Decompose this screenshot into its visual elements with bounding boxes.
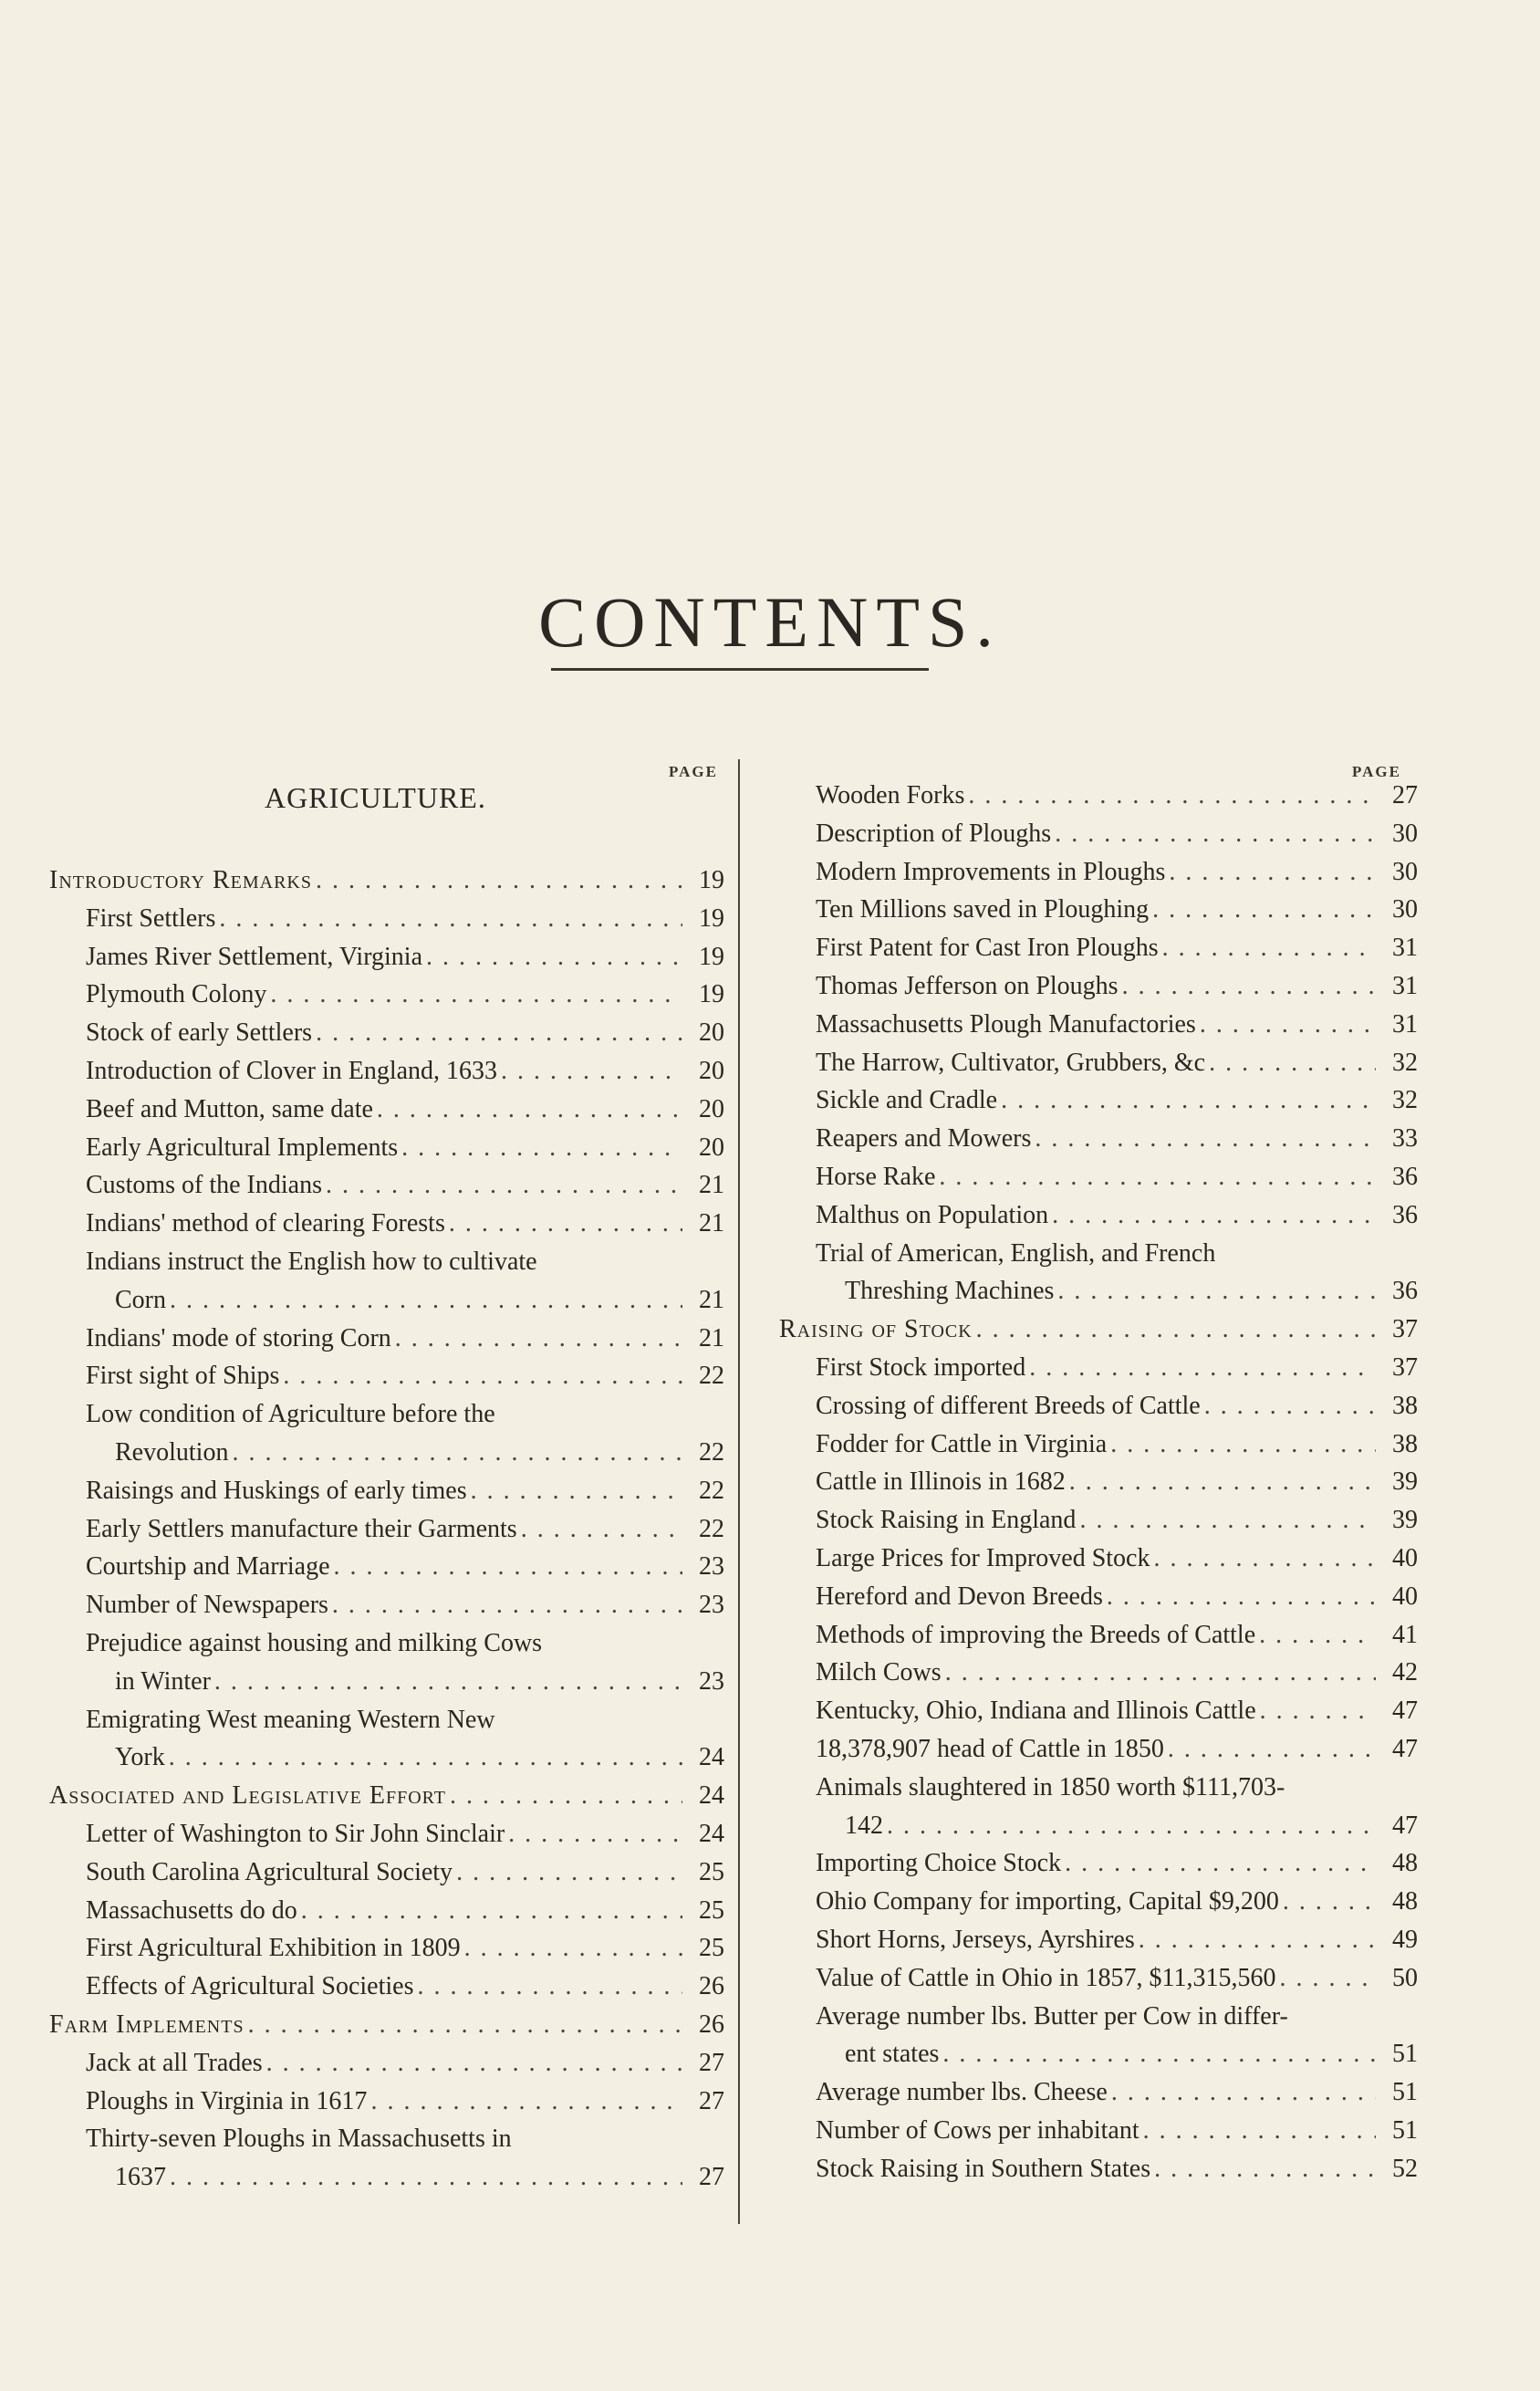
dot-leader	[1110, 1425, 1376, 1464]
toc-entry-title: Early Settlers manufacture their Garments	[86, 1514, 517, 1543]
toc-entry	[779, 1120, 1418, 1158]
toc-page-number: 27	[699, 2048, 724, 2077]
toc-entry-title: Ohio Company for importing, Capital $9,200	[816, 1887, 1279, 1916]
toc-entry	[779, 1998, 1418, 2036]
toc-page-number: 22	[699, 1362, 724, 1391]
toc-page-number: 40	[1392, 1543, 1418, 1572]
dot-leader	[1154, 1540, 1377, 1578]
dot-leader	[945, 1654, 1376, 1692]
dot-leader	[232, 1434, 682, 1472]
dot-leader	[1029, 1349, 1376, 1387]
dot-leader	[501, 1052, 682, 1091]
toc-page-number: 52	[1392, 2154, 1418, 2183]
dot-leader	[976, 1310, 1376, 1349]
dot-leader	[508, 1815, 682, 1853]
toc-page-number: 26	[699, 2010, 724, 2039]
contents-left-column	[49, 861, 724, 2197]
toc-entry-title: Indians' mode of storing Corn	[86, 1323, 391, 1352]
toc-entry-title: Low condition of Agriculture before the	[86, 1400, 495, 1429]
toc-entry	[779, 1006, 1418, 1044]
toc-entry-title: ent states	[845, 2040, 940, 2069]
toc-entry-title: Hereford and Devon Breeds	[816, 1582, 1103, 1611]
toc-page-number: 27	[1392, 781, 1418, 809]
dot-leader	[1283, 1883, 1376, 1921]
toc-page-number: 20	[699, 1094, 724, 1123]
toc-entry	[779, 929, 1418, 967]
dot-leader	[1154, 2150, 1376, 2188]
dot-leader	[1069, 1463, 1376, 1501]
toc-page-number: 19	[699, 980, 724, 1009]
toc-page-number: 48	[1392, 1849, 1418, 1878]
toc-entry-title: Effects of Agricultural Societies	[86, 1972, 414, 2001]
dot-leader	[1079, 1501, 1376, 1540]
toc-entry	[49, 976, 724, 1014]
toc-entry	[49, 2044, 724, 2083]
toc-page-number: 32	[1392, 1086, 1418, 1115]
toc-entry-title: Courtship and Marriage	[86, 1552, 330, 1582]
toc-page-number: 23	[699, 1591, 724, 1620]
toc-page-number: 37	[1392, 1352, 1418, 1382]
toc-entry-title: Thomas Jefferson on Ploughs	[816, 971, 1119, 1000]
toc-entry-title: Fodder for Cattle in Virginia	[816, 1429, 1108, 1458]
toc-entry-title: Stock Raising in England	[816, 1506, 1077, 1535]
toc-page-number: 48	[1392, 1887, 1418, 1916]
toc-page-number: 31	[1392, 934, 1418, 963]
toc-entry	[779, 1196, 1418, 1235]
toc-entry-title: James River Settlement, Virginia	[86, 942, 423, 971]
dot-leader	[1152, 891, 1376, 929]
right-page-column-label: PAGE	[1352, 763, 1401, 780]
toc-entry-title: Raising of Stock	[779, 1315, 973, 1344]
toc-page-number: 31	[1392, 1009, 1418, 1039]
toc-entry-title: Massachusetts Plough Manufactories	[816, 1009, 1196, 1039]
contents-right-column	[779, 777, 1418, 2187]
toc-entry	[779, 1349, 1418, 1387]
dot-leader	[219, 900, 682, 938]
toc-entry-title: Trial of American, English, and French	[816, 1238, 1216, 1268]
toc-entry-title: Raisings and Huskings of early times	[86, 1476, 467, 1505]
dot-leader	[449, 1205, 682, 1243]
toc-page-number: 40	[1392, 1582, 1418, 1611]
toc-page-number: 21	[699, 1323, 724, 1352]
toc-entry-title: Malthus on Population	[816, 1200, 1049, 1229]
toc-entry-title: Corn	[115, 1285, 166, 1314]
toc-entry	[779, 1501, 1418, 1540]
dot-leader	[471, 1472, 682, 1510]
dot-leader	[464, 1929, 682, 1968]
toc-entry-title: Wooden Forks	[816, 781, 965, 809]
toc-page-number: 38	[1392, 1391, 1418, 1420]
title-rule	[551, 668, 929, 671]
toc-entry-title: Importing Choice Stock	[816, 1849, 1062, 1878]
toc-entry-title: The Harrow, Cultivator, Grubbers, &c	[816, 1048, 1206, 1077]
toc-page-number: 36	[1392, 1200, 1418, 1229]
left-page-column-label: PAGE	[669, 763, 718, 780]
dot-leader	[1001, 1081, 1376, 1120]
toc-entry	[49, 1166, 724, 1205]
toc-entry	[779, 777, 1418, 815]
toc-page-number: 25	[699, 1934, 724, 1963]
toc-entry	[49, 1510, 724, 1549]
toc-page-number: 19	[699, 903, 724, 933]
toc-entry-title: Farm Implements	[49, 2010, 245, 2039]
dot-leader	[1035, 1120, 1376, 1158]
toc-entry	[49, 1548, 724, 1586]
dot-leader	[401, 1129, 682, 1167]
toc-page-number: 39	[1392, 1467, 1418, 1497]
toc-entry-title: Emigrating West meaning Western New	[86, 1705, 495, 1734]
toc-entry	[779, 1692, 1418, 1730]
dot-leader	[1111, 2073, 1376, 2112]
toc-entry-title: Ploughs in Virginia in 1617	[86, 2086, 368, 2115]
toc-page-number: 51	[1392, 2040, 1418, 2069]
dot-leader	[370, 2083, 682, 2121]
toc-page-number: 27	[699, 2163, 724, 2192]
dot-leader	[270, 976, 682, 1014]
toc-entry-title: 142	[845, 1811, 883, 1840]
toc-entry	[49, 1586, 724, 1624]
toc-entry-title: 1637	[115, 2163, 166, 2192]
toc-entry	[49, 1929, 724, 1968]
toc-page-number: 30	[1392, 819, 1418, 848]
toc-entry-title: Cattle in Illinois in 1682	[816, 1467, 1066, 1497]
toc-entry-title: Milch Cows	[816, 1658, 942, 1687]
toc-entry	[49, 938, 724, 976]
dot-leader	[169, 1738, 682, 1777]
toc-entry	[779, 1921, 1418, 1959]
toc-entry	[779, 1272, 1418, 1310]
dot-leader	[301, 1892, 682, 1930]
dot-leader	[248, 2006, 682, 2044]
dot-leader	[887, 1807, 1376, 1845]
toc-page-number: 23	[699, 1552, 724, 1582]
toc-entry	[779, 1540, 1418, 1578]
toc-entry	[49, 900, 724, 938]
toc-entry	[49, 1129, 724, 1167]
toc-entry-title: First Patent for Cast Iron Ploughs	[816, 934, 1159, 963]
toc-page-number: 20	[699, 1018, 724, 1048]
dot-leader	[170, 2158, 682, 2197]
toc-page-number: 47	[1392, 1811, 1418, 1840]
toc-entry	[779, 1883, 1418, 1921]
toc-entry	[779, 1158, 1418, 1196]
dot-leader	[316, 861, 682, 900]
toc-entry	[779, 1807, 1418, 1845]
toc-entry-title: Beef and Mutton, same date	[86, 1094, 373, 1123]
toc-page-number: 25	[699, 1895, 724, 1925]
page-title: CONTENTS.	[538, 582, 1002, 663]
dot-leader	[170, 1281, 682, 1320]
toc-page-number: 38	[1392, 1429, 1418, 1458]
toc-entry-title: Plymouth Colony	[86, 980, 267, 1009]
toc-entry	[779, 2073, 1418, 2112]
toc-entry	[49, 1968, 724, 2006]
dot-leader	[1107, 1578, 1376, 1616]
toc-entry	[49, 1357, 724, 1395]
toc-page-number: 23	[699, 1666, 724, 1696]
toc-page-number: 31	[1392, 971, 1418, 1000]
toc-page-number: 30	[1392, 857, 1418, 886]
dot-leader	[266, 2044, 682, 2083]
toc-page-number: 39	[1392, 1506, 1418, 1535]
toc-page-number: 47	[1392, 1697, 1418, 1726]
toc-page-number: 51	[1392, 2115, 1418, 2145]
section-heading-agriculture: AGRICULTURE.	[265, 781, 486, 814]
toc-entry	[779, 2035, 1418, 2073]
dot-leader	[1065, 1844, 1376, 1883]
toc-entry	[49, 1205, 724, 1243]
toc-section-entry	[49, 2006, 724, 2044]
dot-leader	[1055, 815, 1376, 853]
dot-leader	[1279, 1959, 1376, 1998]
toc-entry-title: Horse Rake	[816, 1162, 936, 1191]
toc-entry-title: First sight of Ships	[86, 1362, 280, 1391]
toc-entry	[779, 1959, 1418, 1998]
toc-page-number: 22	[699, 1514, 724, 1543]
toc-section-entry	[49, 1777, 724, 1815]
toc-page-number: 25	[699, 1857, 724, 1886]
toc-entry-title: Stock of early Settlers	[86, 1018, 313, 1048]
dot-leader	[1209, 1044, 1376, 1082]
toc-entry-title: in Winter	[115, 1666, 211, 1696]
toc-entry-title: Stock Raising in Southern States	[816, 2154, 1151, 2183]
toc-entry-title: Description of Ploughs	[816, 819, 1052, 848]
dot-leader	[1143, 2112, 1376, 2150]
dot-leader	[939, 1158, 1376, 1196]
toc-entry-title: Average number lbs. Cheese	[816, 2078, 1108, 2107]
toc-page-number: 19	[699, 942, 724, 971]
dot-leader	[1052, 1196, 1376, 1235]
toc-entry	[49, 1320, 724, 1358]
dot-leader	[1122, 967, 1376, 1006]
dot-leader	[942, 2035, 1376, 2073]
toc-entry	[49, 1091, 724, 1129]
toc-page-number: 20	[699, 1133, 724, 1162]
toc-entry-title: Customs of the Indians	[86, 1171, 322, 1200]
toc-page-number: 50	[1392, 1963, 1418, 1992]
dot-leader	[316, 1014, 682, 1052]
dot-leader	[214, 1663, 682, 1701]
toc-entry-title: Large Prices for Improved Stock	[816, 1543, 1150, 1572]
toc-section-entry	[779, 1310, 1418, 1349]
toc-entry	[779, 1387, 1418, 1425]
dot-leader	[283, 1357, 682, 1395]
toc-entry	[49, 2158, 724, 2197]
toc-entry	[779, 815, 1418, 853]
toc-page-number: 21	[699, 1209, 724, 1238]
toc-entry-title: Reapers and Mowers	[816, 1124, 1032, 1154]
toc-entry	[779, 2112, 1418, 2150]
column-divider	[738, 759, 740, 2224]
toc-page-number: 22	[699, 1476, 724, 1505]
toc-entry-title: Number of Newspapers	[86, 1591, 328, 1620]
toc-section-entry	[49, 861, 724, 900]
toc-entry-title: Value of Cattle in Ohio in 1857, $11,315,560	[816, 1963, 1276, 1992]
dot-leader	[1139, 1921, 1376, 1959]
toc-entry	[779, 1081, 1418, 1120]
toc-entry-title: Associated and Legislative Effort	[49, 1781, 447, 1811]
toc-entry	[779, 1578, 1418, 1616]
dot-leader	[332, 1586, 682, 1624]
toc-entry-title: Massachusetts do do	[86, 1895, 297, 1925]
toc-entry-title: First Stock imported	[816, 1352, 1026, 1382]
toc-entry	[49, 1395, 724, 1434]
toc-entry	[49, 1624, 724, 1663]
toc-entry	[49, 1472, 724, 1510]
toc-page-number: 19	[699, 866, 724, 894]
toc-entry	[49, 2120, 724, 2158]
dot-leader	[377, 1091, 682, 1129]
dot-leader	[968, 777, 1376, 815]
toc-entry	[779, 1616, 1418, 1655]
toc-entry-title: South Carolina Agricultural Society	[86, 1857, 453, 1886]
toc-entry-title: Introductory Remarks	[49, 866, 312, 894]
dot-leader	[334, 1548, 683, 1586]
toc-entry-title: Average number lbs. Butter per Cow in differ-	[816, 2001, 1288, 2031]
toc-page-number: 20	[699, 1056, 724, 1085]
toc-entry	[779, 891, 1418, 929]
toc-entry	[779, 1730, 1418, 1769]
toc-page-number: 37	[1392, 1315, 1418, 1344]
toc-entry-title: Ten Millions saved in Ploughing	[816, 895, 1150, 924]
toc-entry-title: First Agricultural Exhibition in 1809	[86, 1934, 461, 1963]
toc-entry	[49, 1281, 724, 1320]
dot-leader	[1162, 929, 1376, 967]
toc-entry	[779, 1425, 1418, 1464]
toc-entry-title: Methods of improving the Breeds of Cattle	[816, 1620, 1256, 1649]
dot-leader	[1260, 1692, 1376, 1730]
toc-entry	[49, 1738, 724, 1777]
toc-entry-title: Crossing of different Breeds of Cattle	[816, 1391, 1201, 1420]
dot-leader	[326, 1166, 682, 1205]
dot-leader	[1057, 1272, 1376, 1310]
toc-page-number: 41	[1392, 1620, 1418, 1649]
toc-page-number: 21	[699, 1285, 724, 1314]
toc-page-number: 24	[699, 1819, 724, 1848]
toc-entry	[49, 2083, 724, 2121]
toc-entry-title: First Settlers	[86, 903, 216, 933]
toc-page-number: 47	[1392, 1734, 1418, 1763]
toc-entry	[49, 1052, 724, 1091]
toc-entry	[779, 1044, 1418, 1082]
toc-page-number: 26	[699, 1972, 724, 2001]
toc-entry	[779, 1463, 1418, 1501]
toc-entry-title: Indians instruct the English how to cultivate	[86, 1247, 537, 1276]
toc-entry	[779, 853, 1418, 892]
toc-entry-title: Thirty-seven Ploughs in Massachusetts in	[86, 2125, 512, 2154]
toc-entry	[49, 1434, 724, 1472]
toc-entry	[49, 1243, 724, 1281]
toc-entry-title: Jack at all Trades	[86, 2048, 263, 2077]
toc-entry-title: York	[115, 1743, 165, 1772]
toc-entry-title: Prejudice against housing and milking Cows	[86, 1628, 543, 1657]
toc-entry	[779, 1769, 1418, 1807]
dot-leader	[1259, 1616, 1376, 1655]
toc-page-number: 42	[1392, 1658, 1418, 1687]
toc-page-number: 22	[699, 1437, 724, 1467]
dot-leader	[418, 1968, 683, 2006]
dot-leader	[450, 1777, 682, 1815]
toc-entry-title: Modern Improvements in Ploughs	[816, 857, 1166, 886]
toc-entry	[49, 1701, 724, 1739]
toc-entry	[49, 1014, 724, 1052]
dot-leader	[1204, 1387, 1376, 1425]
toc-entry-title: Short Horns, Jerseys, Ayrshires	[816, 1925, 1135, 1954]
toc-page-number: 21	[699, 1171, 724, 1200]
toc-entry-title: 18,378,907 head of Cattle in 1850	[816, 1734, 1164, 1763]
toc-entry	[49, 1892, 724, 1930]
toc-entry-title: Letter of Washington to Sir John Sinclair	[86, 1819, 505, 1848]
toc-entry	[779, 2150, 1418, 2188]
dot-leader	[395, 1320, 682, 1358]
toc-entry-title: Kentucky, Ohio, Indiana and Illinois Cattle	[816, 1697, 1256, 1726]
dot-leader	[1200, 1006, 1376, 1044]
toc-entry-title: Sickle and Cradle	[816, 1086, 998, 1115]
toc-entry-title: Indians' method of clearing Forests	[86, 1209, 445, 1238]
toc-entry	[49, 1815, 724, 1853]
toc-entry-title: Threshing Machines	[845, 1277, 1055, 1306]
dot-leader	[456, 1853, 682, 1892]
toc-page-number: 24	[699, 1743, 724, 1772]
toc-entry-title: Introduction of Clover in England, 1633	[86, 1056, 498, 1085]
dot-leader	[1168, 1730, 1376, 1769]
toc-page-number: 49	[1392, 1925, 1418, 1954]
toc-entry	[779, 1654, 1418, 1692]
toc-page-number: 51	[1392, 2078, 1418, 2107]
toc-entry-title: Early Agricultural Implements	[86, 1133, 399, 1162]
toc-entry-title: Revolution	[115, 1437, 229, 1467]
dot-leader	[426, 938, 682, 976]
dot-leader	[1169, 853, 1376, 892]
toc-page-number: 32	[1392, 1048, 1418, 1077]
toc-page-number: 30	[1392, 895, 1418, 924]
toc-page-number: 36	[1392, 1162, 1418, 1191]
toc-entry-title: Animals slaughtered in 1850 worth $111,703-	[816, 1772, 1285, 1801]
dot-leader	[521, 1510, 682, 1549]
toc-entry	[49, 1663, 724, 1701]
toc-page-number: 24	[699, 1781, 724, 1811]
toc-entry	[779, 1844, 1418, 1883]
toc-page-number: 33	[1392, 1124, 1418, 1154]
toc-page-number: 27	[699, 2086, 724, 2115]
toc-page-number: 36	[1392, 1277, 1418, 1306]
toc-entry	[779, 967, 1418, 1006]
toc-entry	[49, 1853, 724, 1892]
toc-entry-title: Number of Cows per inhabitant	[816, 2115, 1139, 2145]
toc-entry	[779, 1235, 1418, 1273]
